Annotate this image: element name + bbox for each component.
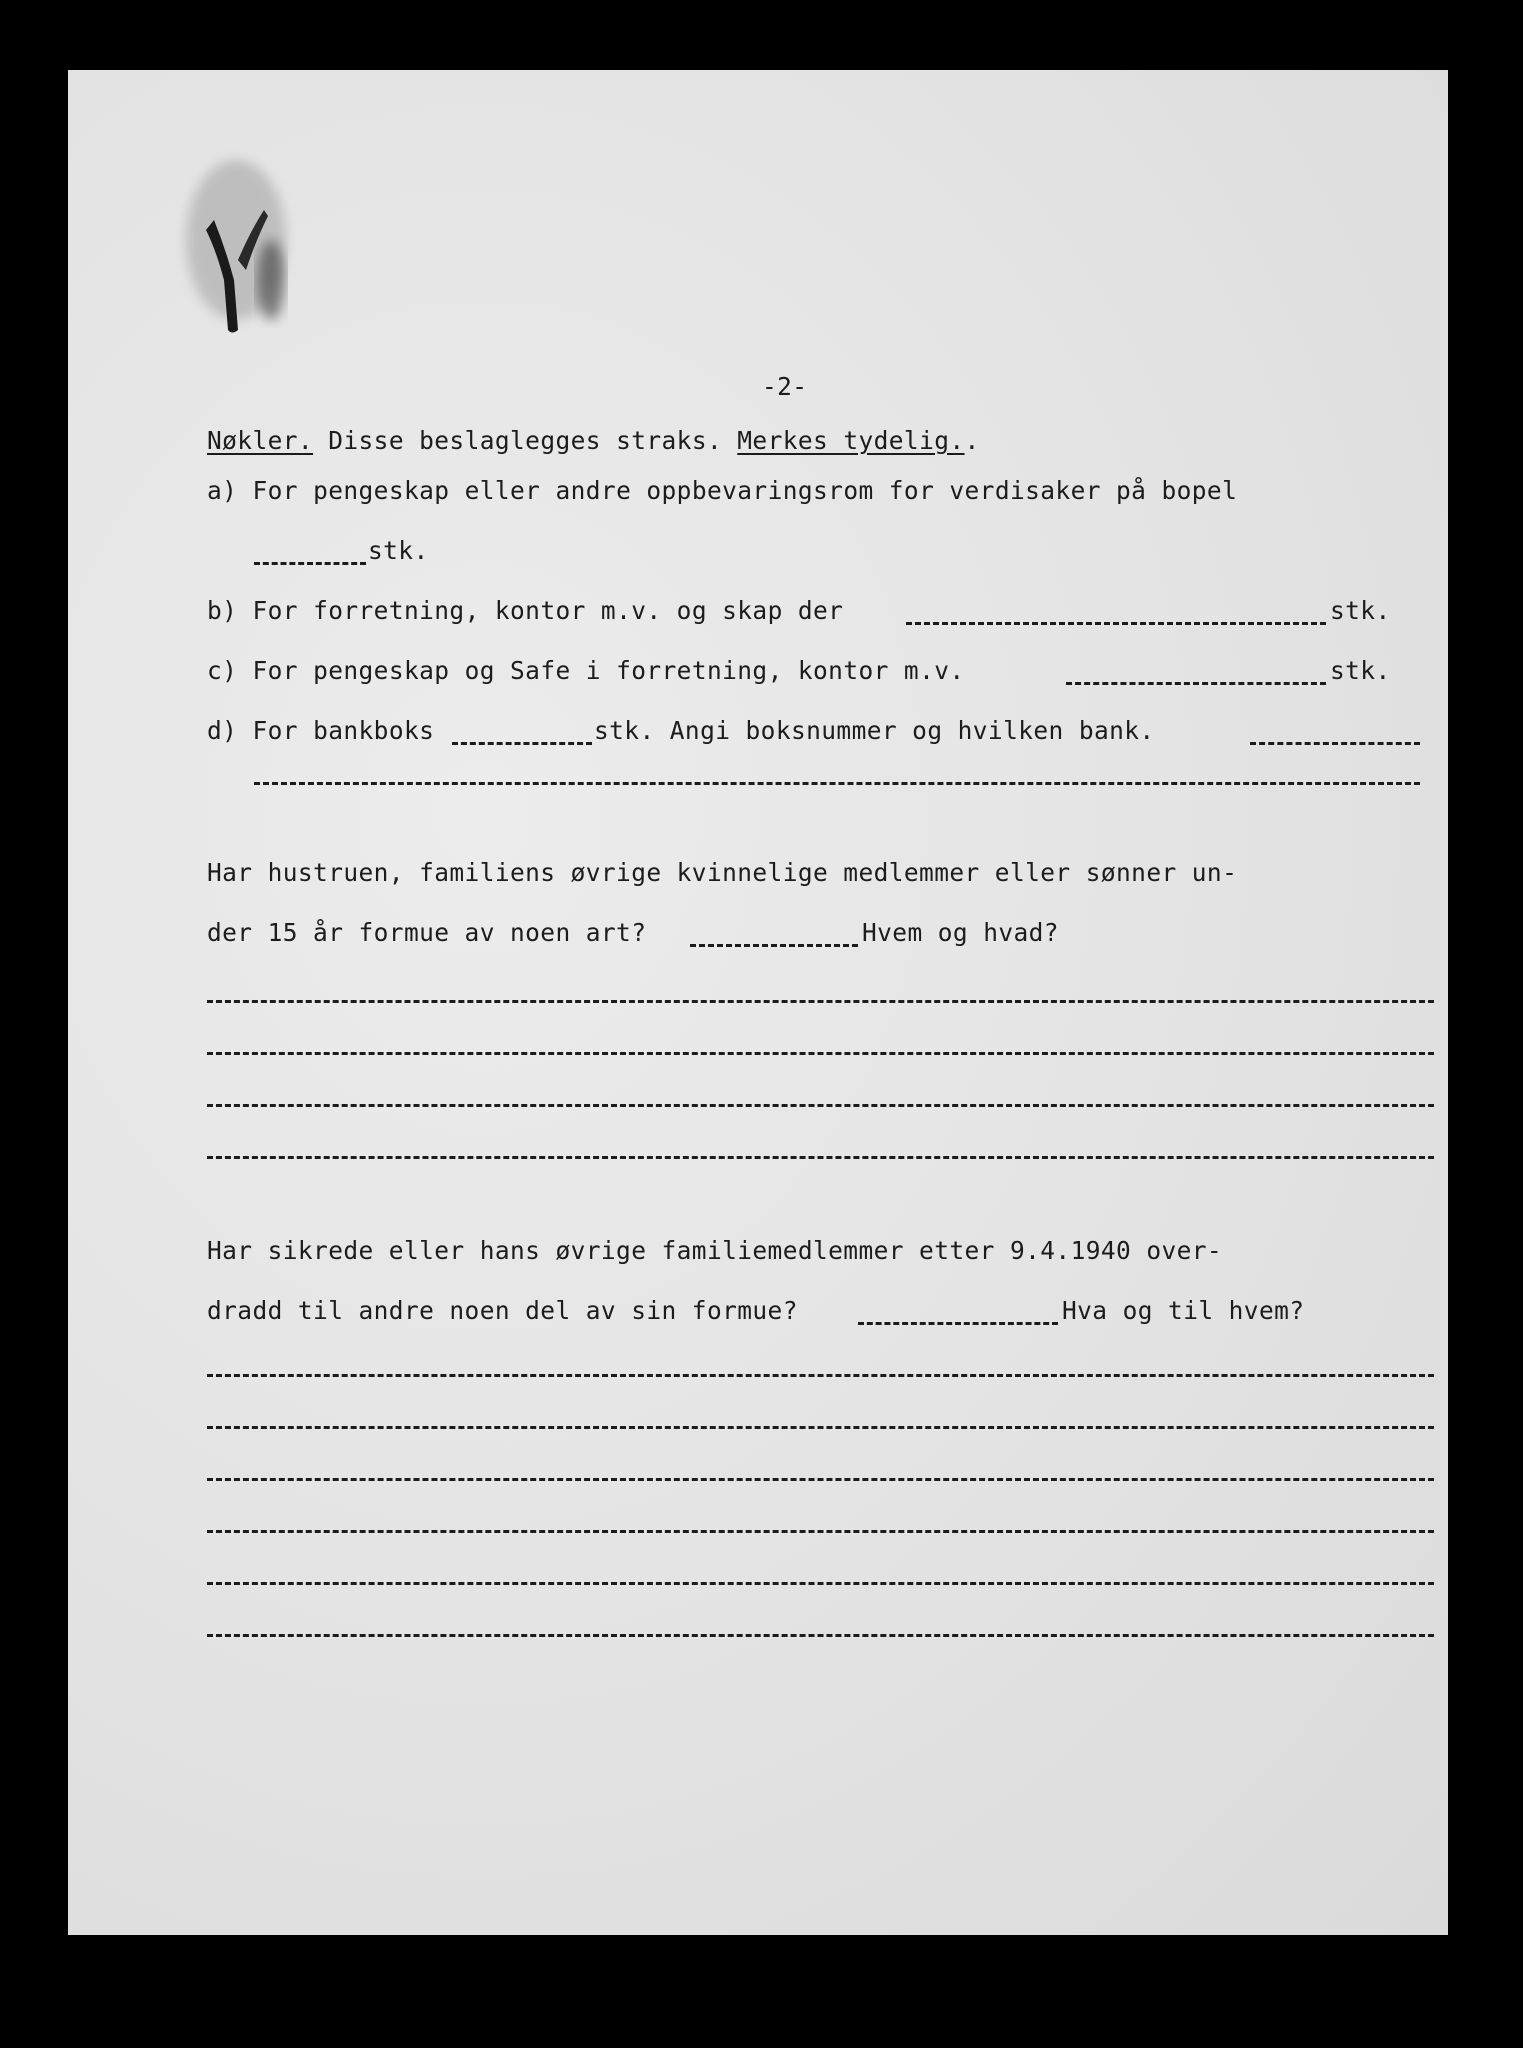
keys-note: Merkes tydelig. bbox=[737, 426, 965, 455]
question1-answer-line[interactable] bbox=[207, 1104, 1434, 1107]
item-b-unit: stk. bbox=[1330, 596, 1391, 625]
question1-answer-line[interactable] bbox=[207, 1156, 1434, 1159]
item-d-label: d) bbox=[207, 716, 238, 745]
item-a-line bbox=[207, 476, 1237, 506]
item-d-text: For bankboks bbox=[252, 716, 435, 745]
item-d-question: Angi boksnummer og hvilken bank. bbox=[669, 716, 1155, 745]
question2-line1: Har sikrede eller hans øvrige familiemedlemmer etter 9.4.1940 over- bbox=[207, 1236, 1223, 1265]
question2-answer-line[interactable] bbox=[207, 1374, 1434, 1377]
question2-line2-end: Hva og til hvem? bbox=[1062, 1296, 1305, 1325]
item-d-blank[interactable] bbox=[452, 742, 592, 745]
item-d-unit-question bbox=[594, 716, 1155, 746]
question2-answer-line[interactable] bbox=[207, 1478, 1434, 1481]
item-c-label: c) bbox=[207, 656, 238, 685]
question2-answer-line[interactable] bbox=[207, 1634, 1434, 1637]
page-number: -2- bbox=[762, 372, 808, 401]
question1-blank[interactable] bbox=[690, 944, 858, 947]
keys-heading: Nøkler. bbox=[207, 426, 314, 455]
question2-blank[interactable] bbox=[858, 1322, 1058, 1325]
document-page bbox=[68, 70, 1448, 1935]
keys-section-heading-line bbox=[207, 426, 980, 456]
question1-line1: Har hustruen, familiens øvrige kvinnelige medlemmer eller sønner un- bbox=[207, 858, 1238, 887]
item-d-unit: stk. bbox=[594, 716, 655, 745]
question2-line2-start: dradd til andre noen del av sin formue? bbox=[207, 1296, 798, 1325]
item-b-text: For forretning, kontor m.v. og skap der bbox=[252, 596, 844, 625]
item-a-text: For pengeskap eller andre oppbevaringsrom for verdisaker på bopel bbox=[252, 476, 1238, 505]
ink-stamp-mark bbox=[176, 130, 306, 380]
question1-line2-end: Hvem og hvad? bbox=[862, 918, 1059, 947]
item-c-unit: stk. bbox=[1330, 656, 1391, 685]
question1-answer-line[interactable] bbox=[207, 1000, 1434, 1003]
item-b-blank[interactable] bbox=[906, 622, 1326, 625]
question1-line2-start: der 15 år formue av noen art? bbox=[207, 918, 647, 947]
question2-answer-line[interactable] bbox=[207, 1426, 1434, 1429]
item-d-answer-line[interactable] bbox=[254, 782, 1420, 785]
item-a-unit: stk. bbox=[368, 536, 429, 565]
item-a-label: a) bbox=[207, 476, 238, 505]
item-d-answer-blank[interactable] bbox=[1250, 742, 1420, 745]
item-c-line bbox=[207, 656, 965, 686]
item-b-label: b) bbox=[207, 596, 238, 625]
item-a-blank[interactable] bbox=[254, 562, 366, 565]
item-c-blank[interactable] bbox=[1066, 682, 1326, 685]
item-c-text: For pengeskap og Safe i forretning, kontor m.v. bbox=[252, 656, 965, 685]
keys-note-end: . bbox=[964, 426, 980, 455]
item-d-line bbox=[207, 716, 434, 746]
item-b-line bbox=[207, 596, 843, 626]
question1-answer-line[interactable] bbox=[207, 1052, 1434, 1055]
question2-answer-line[interactable] bbox=[207, 1530, 1434, 1533]
keys-intro: Disse beslaglegges straks. bbox=[313, 426, 738, 455]
question2-answer-line[interactable] bbox=[207, 1582, 1434, 1585]
